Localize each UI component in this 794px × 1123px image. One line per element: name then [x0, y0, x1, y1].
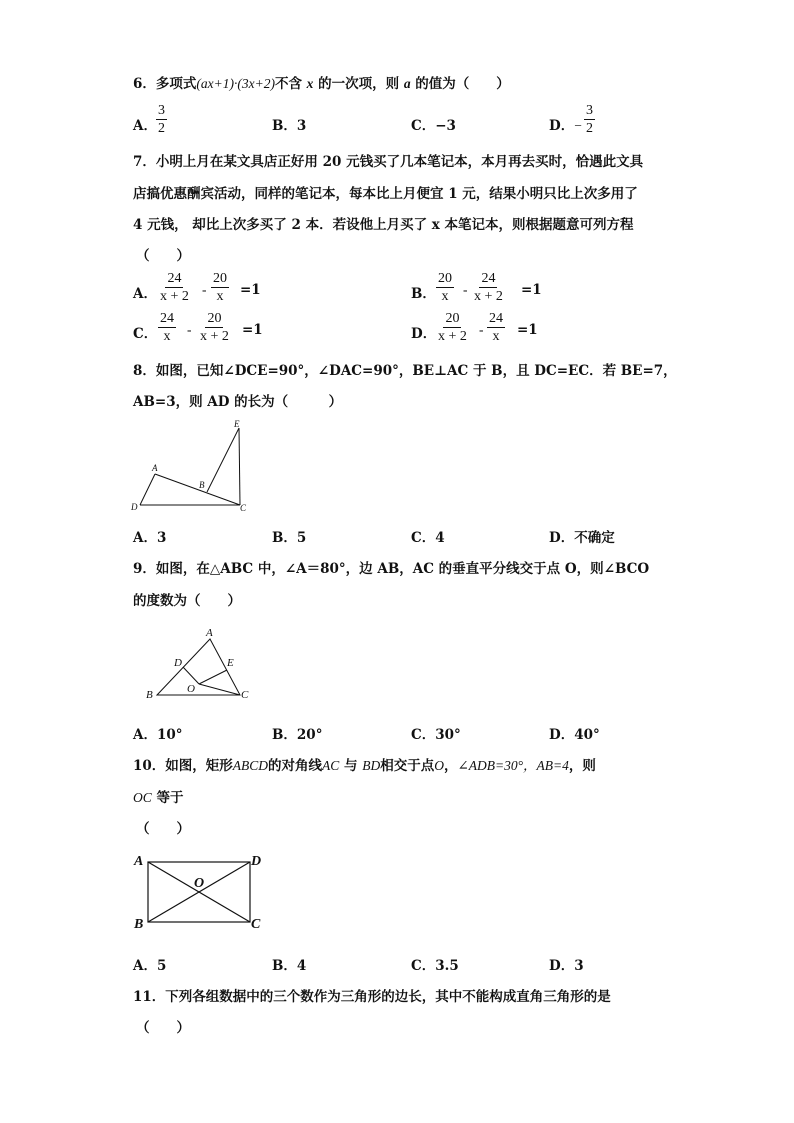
q10-label-d: D [251, 854, 262, 869]
q11-answer-paren: （ ） [136, 1020, 190, 1036]
q7-option-c-frac1: $\frac{24}{x}$ [160, 311, 174, 344]
q9-label-d: D [174, 657, 182, 669]
q10-label-o: O [194, 876, 205, 891]
q7-line-1: 7．小明上月在某文具店正好用 20 元钱买了几本笔记本，本月再去买时，恰遇此文具 [133, 154, 644, 170]
q9-label-e: E [227, 657, 234, 669]
q8-label-d: D [131, 502, 138, 512]
q7-option-b-op: - [463, 282, 468, 297]
q7-option-b-frac1: $\frac{20}{x}$ [438, 271, 452, 304]
q7-option-b-label: B． [411, 286, 436, 302]
q8-label-b: B [199, 480, 205, 490]
q7-option-d-label: D． [411, 326, 437, 342]
q8-segment-ce [239, 428, 240, 505]
q8-label-e: E [234, 419, 240, 429]
q7-line-2: 店搞优惠酬宾活动，同样的笔记本，每本比上月便宜 1 元，结果小明只比上次多用了 [133, 186, 638, 202]
q9-segment-oe [199, 670, 227, 684]
q9-option-a: A．10° [133, 727, 183, 743]
q7-option-b-eq: =1 [521, 282, 542, 298]
q8-figure [128, 416, 258, 516]
q7-option-c-op: - [187, 322, 192, 337]
q10-option-b: B．4 [272, 958, 307, 974]
q6-stem: 6．多项式(ax+1)·(3x+2)不含 x 的一次项，则 a 的值为（ ） [133, 76, 510, 92]
q8-line-1: 8．如图，已知∠DCE=90°，∠DAC=90°，BE⊥AC 于 B，且 DC=EC．若 BE=7， [133, 363, 677, 379]
q10-option-a: A．5 [133, 958, 167, 974]
q9-label-o: O [187, 683, 195, 695]
q8-line-2: AB=3，则 AD 的长为（ ） [133, 394, 343, 410]
q7-option-b-frac2: $\frac{24}{x + 2}$ [474, 271, 503, 304]
q7-option-d-eq: =1 [517, 322, 538, 338]
q9-option-b: B．20° [272, 727, 323, 743]
q6-option-c: C．−3 [411, 118, 456, 134]
q9-option-c: C．30° [411, 727, 461, 743]
q9-line-1: 9．如图，在△ABC 中，∠A＝80°，边 AB，AC 的垂直平分线交于点 O，则∠BCO [133, 561, 650, 577]
q10-option-c: C．3.5 [411, 958, 459, 974]
q10-label-b: B [134, 917, 144, 932]
q8-option-d: D．不确定 [549, 530, 615, 546]
q7-option-a-op: - [202, 282, 207, 297]
q7-option-a-frac1: $\frac{24}{x + 2}$ [160, 271, 189, 304]
q11-line-1: 11．下列各组数据中的三个数作为三角形的边长，其中不能构成直角三角形的是 [133, 989, 611, 1005]
q8-segment-eb [207, 428, 239, 492]
q7-option-a-frac2: $\frac{20}{x}$ [213, 271, 227, 304]
q9-label-b: B [146, 689, 153, 701]
q9-segment-do [183, 667, 199, 684]
q7-option-c-label: C． [133, 326, 158, 342]
q8-option-b: B．5 [272, 530, 307, 546]
q7-option-a-eq: =1 [240, 282, 261, 298]
q8-label-a: A [152, 463, 158, 473]
q8-option-a: A．3 [133, 530, 167, 546]
q9-label-c: C [241, 689, 249, 701]
q9-option-d: D．40° [549, 727, 600, 743]
q7-option-d-op: - [479, 322, 484, 337]
q8-option-c: C．4 [411, 530, 445, 546]
q7-option-a-label: A． [133, 286, 157, 302]
q10-label-a: A [134, 854, 144, 869]
q9-label-a: A [206, 627, 213, 639]
q10-line-2: OC 等于 [133, 790, 184, 806]
q6-option-a: A． [133, 118, 157, 134]
q10-line-1: 10．如图，矩形ABCD的对角线AC 与 BD相交于点O，∠ADB=30°，AB=4，则 [133, 758, 596, 774]
q6-option-b: B．3 [272, 118, 307, 134]
q8-label-c: C [240, 503, 247, 513]
q7-option-d-frac2: $\frac{24}{x}$ [489, 311, 503, 344]
q8-segment-ac [155, 474, 240, 505]
q6-option-d: D．− [549, 118, 582, 134]
q10-option-d: D．3 [549, 958, 584, 974]
q9-segment-oc [199, 684, 240, 695]
q7-option-c-eq: =1 [242, 322, 263, 338]
q7-option-c-frac2: $\frac{20}{x + 2}$ [200, 311, 229, 344]
q9-line-2: 的度数为（ ） [133, 593, 241, 609]
q6-option-d-fraction: $\frac{3}{2}$ [586, 103, 593, 136]
q7-answer-paren: （ ） [136, 248, 190, 264]
q10-figure [130, 848, 270, 934]
q10-label-c: C [251, 917, 261, 932]
q9-figure [140, 624, 260, 706]
q7-option-d-frac1: $\frac{20}{x + 2}$ [438, 311, 467, 344]
q10-answer-paren: （ ） [136, 821, 190, 837]
q6-option-a-fraction: $\frac{3}{2}$ [158, 103, 165, 136]
q7-line-3: 4 元钱， 却比上次多买了 2 本．若设他上月买了 x 本笔记本，则根据题意可列方程 [133, 217, 634, 233]
q8-segment-da [140, 474, 155, 505]
